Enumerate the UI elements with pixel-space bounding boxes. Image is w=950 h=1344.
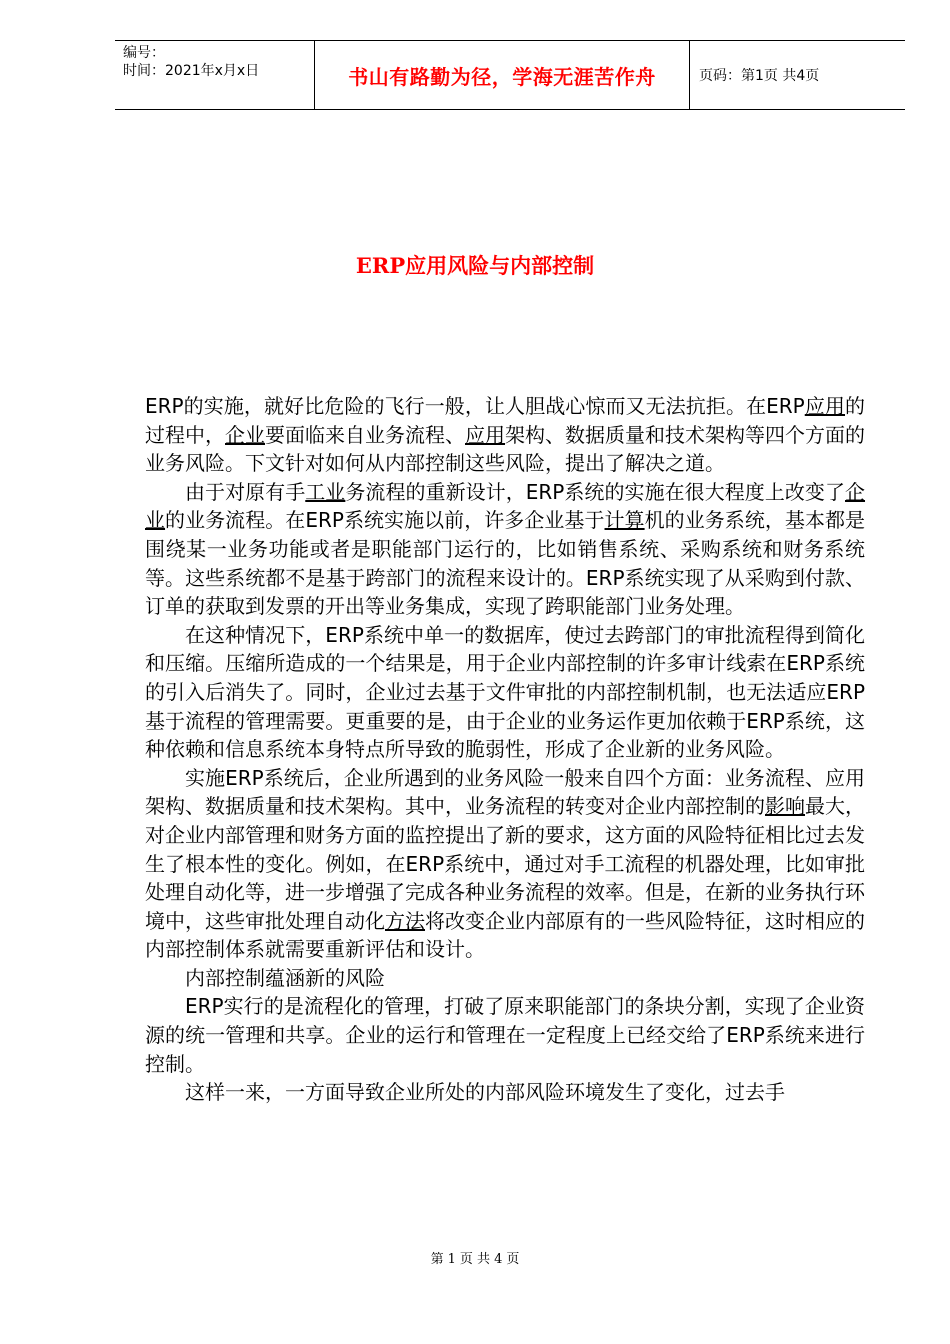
link-text[interactable]: 应用: [804, 394, 846, 418]
link-text[interactable]: 方法: [385, 908, 425, 933]
paragraph-6: ERP实行的是流程化的管理，打破了原来职能部门的条块分割，实现了企业资源的统一管理和共享。企业的运行和管理在一定程度上已经交给了ERP系统来进行控制。: [145, 994, 865, 1076]
paragraph-4: [145, 764, 865, 964]
footer-suffix: 页: [506, 1252, 520, 1267]
page-footer: [0, 1248, 950, 1267]
paragraph-1: [145, 392, 865, 478]
text-run: ERP的实施，就好比危险的飞行一般，让人胆战心惊而又无法抗拒。在ERP: [145, 394, 805, 418]
header-page-info: 页码：第1页 共4页: [699, 68, 820, 84]
paragraph-3: 在这种情况下，ERP系统中单一的数据库，使过去跨部门的审批流程得到简化和压缩。压缩所造成的一个结果是，用于企业内部控制的许多审计线索在ERP系统的引入后消失了。同时，企业过去基于文件审批的内部控制机制，也无法适应ERP基于流程的管理需要。更重要的是，由于企业的业务运作更加依赖于ERP系统，这种依赖和信息系统本身特点所导致的脆弱性，形成了企业新的业务风险。: [145, 622, 865, 762]
link-text[interactable]: 影响: [765, 794, 805, 819]
text-run: 机的业务系统，基本都是围绕某一业务功能或者是职能部门运行的，比如销售系统、采购系统和财务系统等。这些系统都不是基于跨部门的流程来设计的。ERP系统实现了从采购到付款、订单的获取到发票的开出等业务集成，实现了跨职能部门业务处理。: [145, 508, 866, 619]
paragraph-2: [145, 478, 865, 621]
footer-total-pages: 4: [494, 1252, 503, 1267]
page-header: [115, 40, 905, 110]
link-text[interactable]: 应用: [465, 422, 505, 447]
text-run: 的业务流程。在ERP系统实施以前，许多企业基于: [165, 508, 605, 533]
link-text[interactable]: 企业: [145, 479, 866, 533]
section-heading: 内部控制蕴涵新的风险: [185, 965, 385, 990]
document-number-label: 编号：: [123, 45, 165, 61]
text-run: 的过程中，: [145, 394, 866, 447]
footer-page-number: 1: [447, 1252, 456, 1267]
footer-mid: 页 共: [459, 1252, 491, 1267]
link-text[interactable]: 工业: [305, 479, 346, 504]
paragraph-7: 这样一来，一方面导致企业所处的内部风险环境发生了变化，过去手: [185, 1080, 785, 1105]
text-run: 要面临来自业务流程、: [265, 422, 465, 447]
text-run: 由于对原有手: [185, 479, 306, 504]
text-run: 架构、数据质量和技术架构等四个方面的业务风险。下文针对如何从内部控制这些风险，提出了解决之道。: [145, 422, 865, 476]
link-text[interactable]: 企业: [225, 422, 265, 447]
document-title: ERP应用风险与内部控制: [355, 253, 595, 278]
link-text[interactable]: 计算: [604, 508, 645, 533]
text-run: 实施ERP系统后，企业所遇到的业务风险一般来自四个方面：业务流程、应用架构、数据质量和技术架构。其中，业务流程的转变对企业内部控制的: [145, 765, 865, 819]
text-run: 将改变企业内部原有的一些风险特征，这时相应的内部控制体系就需要重新评估和设计。: [145, 908, 865, 962]
header-meta: [115, 41, 315, 109]
header-motto: 书山有路勤为径，学海无涯苦作舟: [348, 64, 656, 89]
document-body: [145, 392, 865, 1107]
footer-prefix: 第: [430, 1252, 444, 1267]
text-run: 最大，对企业内部管理和财务方面的监控提出了新的要求，这方面的风险特征相比过去发生了根本性的变化。例如，在ERP系统中，通过对手工流程的机器处理，比如审批处理自动化等，进一步增强了完成各种业务流程的效率。但是，在新的业务执行环境中，这些审批处理自动化: [145, 794, 865, 933]
header-motto-cell: [315, 41, 690, 109]
document-time-label: 时间：2021年x月x日: [123, 63, 260, 79]
text-run: 务流程的重新设计，ERP系统的实施在很大程度上改变了: [345, 479, 846, 504]
